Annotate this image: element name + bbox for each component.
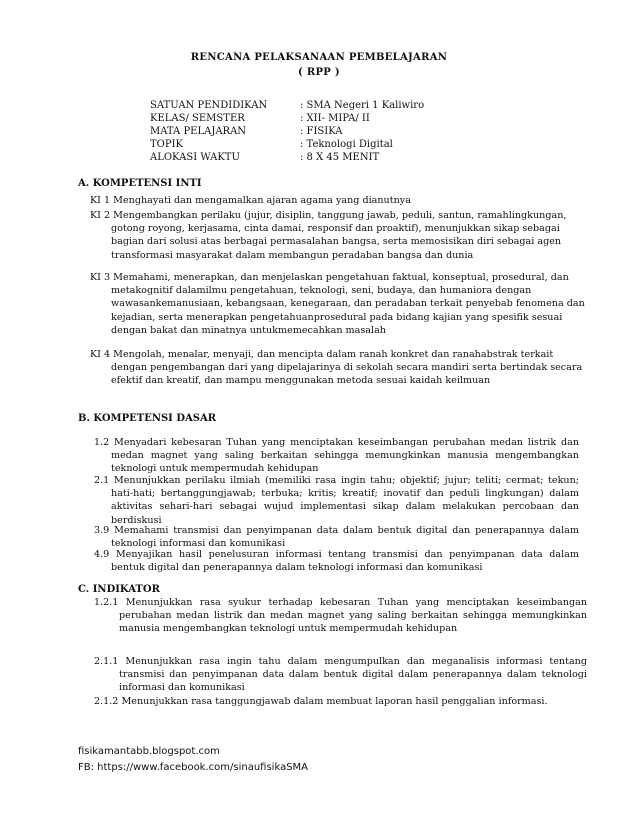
identity-row <box>150 125 500 138</box>
document-subtitle: ( RPP ) <box>298 67 340 78</box>
kd-item-1-2: 1.2 Menyadari kebesaran Tuhan yang menciptakan keseimbangan perubahan medan listrik dan medan magnet yang saling berkaitan sehingga memungkinkan manusia mengembangkan teknologi untuk mempermudah kehidupan <box>94 437 579 475</box>
ki-item-2: KI 2 Mengembangkan perilaku (jujur, disiplin, tanggung jawab, peduli, santun, ramahlingkungan, gotong royong, kerjasama, cinta damai, responsif dan proaktif), menunjukkan sikap sebagai bagian dari solusi atas berbagai permasalahan bangsa, serta memosisikan diri sebagai agen transformasi masyarakat dalam membangun peradaban bangsa dan dunia <box>90 210 567 261</box>
indicator-2-1-1: 2.1.1 Menunjukkan rasa ingin tahu dalam mengumpulkan dan meganalisis informasi tentang transmisi dan penyimpanan data dalam bentuk digital dalam penerapannya dalam teknologi informasi dan komunikasi <box>94 656 587 694</box>
identity-label: TOPIK <box>150 139 184 150</box>
identity-label: MATA PELAJARAN <box>150 126 247 137</box>
section-b-heading: B. KOMPETENSI DASAR <box>78 413 217 424</box>
identity-table <box>150 99 500 164</box>
identity-value: : FISIKA <box>300 126 343 137</box>
footer-facebook-url: FB: https://www.facebook.com/sinaufisikaSMA <box>78 762 309 773</box>
ki-item-3: KI 3 Memahami, menerapkan, dan menjelaskan pengetahuan faktual, konseptual, prosedural, dan metakognitif dalamilmu pengetahuan, teknologi, seni, budaya, dan humaniora dengan wawasankemanusiaan, kebangsaan, kenegaraan, dan peradaban terkait penyebab fenomena dan kejadian, serta menerapkan pengetahuanprosedural pada bidang kajian yang spesifik sesuai dengan bakat dan minatnya untukmemecahkan masalah <box>90 272 585 336</box>
identity-row <box>150 112 500 125</box>
ki-item-1: KI 1 Menghayati dan mengamalkan ajaran agama yang dianutnya <box>90 195 411 206</box>
kd-item-2-1: 2.1 Menunjukkan perilaku ilmiah (memiliki rasa ingin tahu; objektif; jujur; teliti; cermat; tekun; hati-hati; bertanggungjawab; terbuka; kritis; kreatif; inovatif dan peduli lingkungan) dalam aktivitas sehari-hari sebagai wujud implementasi sikap dalam melakukan percobaan dan berdiskusi <box>94 475 579 526</box>
indicator-2-1-2: 2.1.2 Menunjukkan rasa tanggungjawab dalam membuat laporan hasil penggalian informasi. <box>94 696 548 707</box>
kd-item-4-9: 4.9 Menyajikan hasil penelusuran informasi tentang transmisi dan penyimpanan data dalam bentuk digital dan penerapannya dalam teknologi informasi dan komunikasi <box>94 549 579 574</box>
identity-row <box>150 151 500 164</box>
identity-label: SATUAN PENDIDIKAN <box>150 100 268 111</box>
indicator-1-2-1: 1.2.1 Menunjukkan rasa syukur terhadap kebesaran Tuhan yang menciptakan keseimbangan perubahan medan listrik dan medan magnet yang saling berkaitan sehingga memungkinkan manusia mengembangkan teknologi untuk mempermudah kehidupan <box>94 597 587 635</box>
section-c-heading: C. INDIKATOR <box>78 584 160 595</box>
section-a-heading: A. KOMPETENSI INTI <box>78 178 202 189</box>
identity-value: : Teknologi Digital <box>300 139 393 150</box>
identity-value: : 8 X 45 MENIT <box>300 152 380 163</box>
document-title: RENCANA PELAKSANAAN PEMBELAJARAN <box>190 52 448 63</box>
identity-row <box>150 138 500 151</box>
identity-value: : XII- MIPA/ II <box>300 113 370 124</box>
identity-value: : SMA Negeri 1 Kaliwiro <box>300 100 425 111</box>
identity-row <box>150 99 500 112</box>
identity-label: ALOKASI WAKTU <box>150 152 240 163</box>
identity-label: KELAS/ SEMSTER <box>150 113 245 124</box>
footer-blog-url: fisikamantabb.blogspot.com <box>78 746 220 757</box>
kd-item-3-9: 3.9 Memahami transmisi dan penyimpanan data dalam bentuk digital dan penerapannya dalam teknologi informasi dan komunikasi <box>94 525 579 550</box>
ki-item-4: KI 4 Mengolah, menalar, menyaji, dan mencipta dalam ranah konkret dan ranahabstrak terkait dengan pengembangan dari yang dipelajarinya di sekolah secara mandiri serta bertindak secara efektif dan kreatif, dan mampu menggunakan metoda sesuai kaidah keilmuan <box>90 349 583 387</box>
